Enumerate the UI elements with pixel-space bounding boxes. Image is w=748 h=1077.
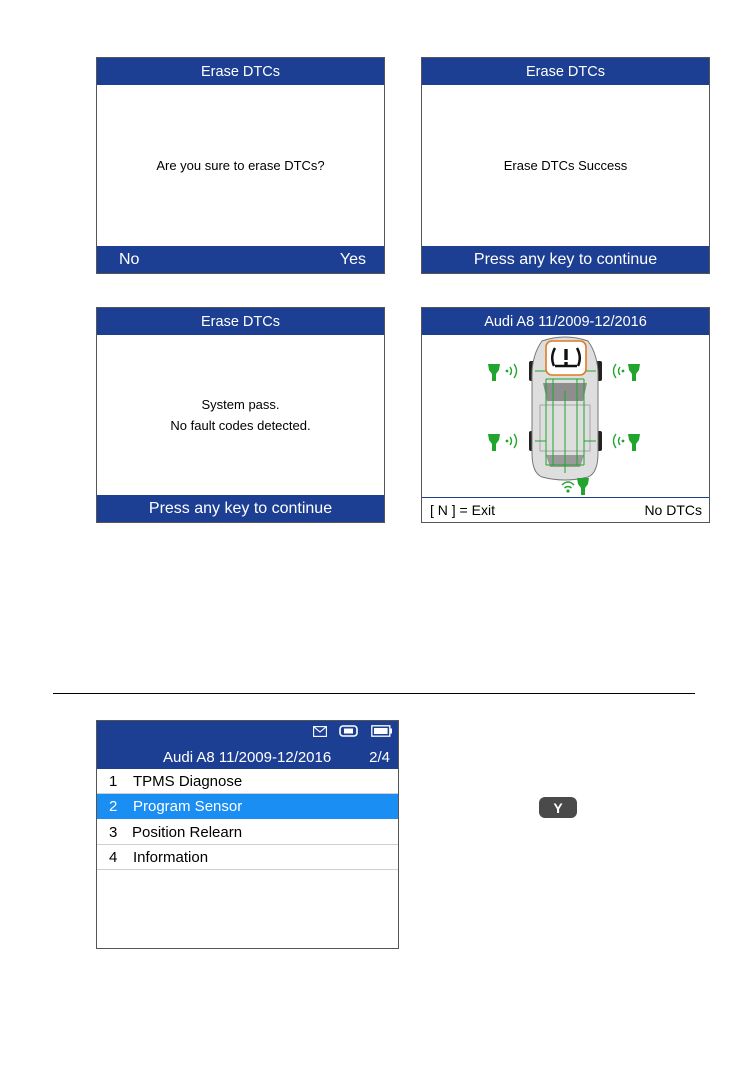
menu-item-number: 2: [109, 797, 118, 815]
no-button[interactable]: No: [119, 250, 140, 268]
menu-item-label: Position Relearn: [132, 823, 243, 841]
menu-item-label: TPMS Diagnose: [133, 772, 243, 790]
menu-header: [97, 721, 398, 769]
menu-item-number: 4: [109, 848, 118, 866]
menu-item-position-relearn[interactable]: [97, 820, 398, 845]
success-message: Erase DTCs Success: [503, 158, 628, 173]
function-key-bar: [97, 246, 384, 273]
continue-prompt[interactable]: Press any key to continue: [97, 495, 384, 522]
menu-item-tpms-diagnose[interactable]: [97, 769, 398, 794]
screen-title: Erase DTCs: [422, 58, 709, 85]
section-divider: [53, 693, 695, 694]
car-top-view: [422, 335, 709, 497]
system-pass-screen: [96, 307, 385, 523]
screen-content: [97, 85, 384, 246]
menu-item-number: 3: [109, 823, 118, 841]
screen-content: [97, 335, 384, 495]
screen-title: Erase DTCs: [97, 308, 384, 335]
menu-item-label: Program Sensor: [133, 797, 243, 815]
erase-dtcs-success-screen: [421, 57, 710, 274]
menu-item-label: Information: [133, 848, 209, 866]
status-bar: [313, 725, 393, 737]
menu-item-information[interactable]: [97, 845, 398, 870]
menu-item-program-sensor[interactable]: [97, 794, 398, 819]
confirm-message: Are you sure to erase DTCs?: [156, 158, 325, 173]
screen-title: Erase DTCs: [97, 58, 384, 85]
pass-message: System pass.: [201, 397, 280, 412]
exit-hint[interactable]: [ N ] = Exit: [430, 502, 495, 518]
screen-title: Audi A8 11/2009-12/2016: [422, 308, 709, 335]
vehicle-footer: [422, 497, 709, 522]
continue-prompt[interactable]: Press any key to continue: [422, 246, 709, 273]
vehicle-menu-screen: [96, 720, 399, 949]
vehicle-diagram: [422, 335, 709, 497]
menu-title-row: [97, 747, 398, 767]
menu-title: Audi A8 11/2009-12/2016: [163, 748, 332, 766]
erase-dtcs-confirm-screen: [96, 57, 385, 274]
dtc-status: No DTCs: [644, 502, 702, 518]
menu-item-number: 1: [109, 772, 118, 790]
vehicle-sensor-screen: [421, 307, 710, 523]
battery-icon: [371, 725, 393, 737]
link-icon: [339, 725, 359, 737]
mail-icon: [313, 726, 327, 737]
screen-content: [422, 85, 709, 246]
y-key-button[interactable]: Y: [539, 797, 577, 818]
yes-button[interactable]: Yes: [339, 250, 366, 268]
no-fault-message: No fault codes detected.: [170, 418, 311, 433]
page-indicator: 2/4: [369, 748, 390, 766]
